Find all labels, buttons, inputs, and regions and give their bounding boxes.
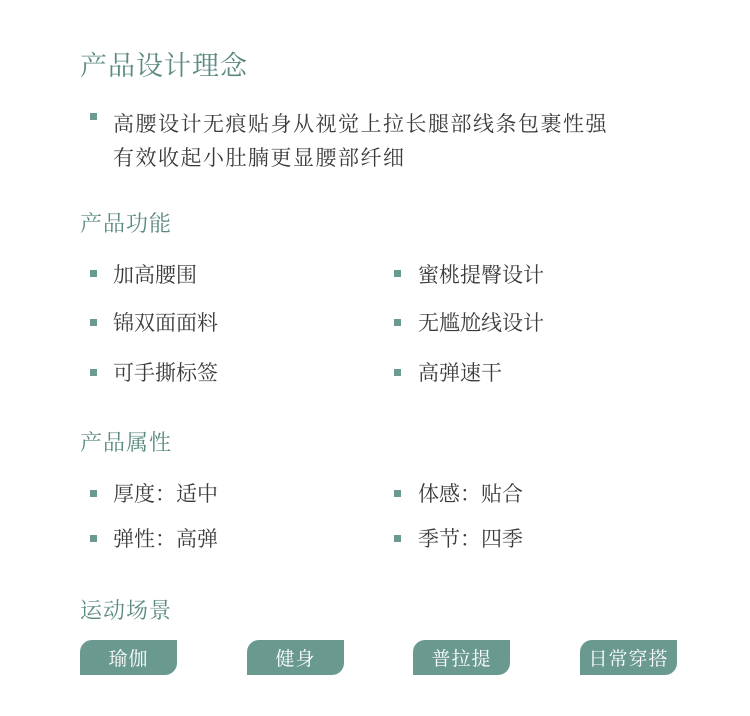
attributes-title: 产品属性 xyxy=(80,431,173,456)
features-title: 产品功能 xyxy=(80,212,173,237)
concept-title: 产品设计理念 xyxy=(80,51,248,82)
scene-tag-daily-wear: 日常穿搭 xyxy=(580,640,677,675)
scene-tag-fitness: 健身 xyxy=(247,640,344,675)
concept-line-2: 有效收起小肚腩更显腰部纤细 xyxy=(113,146,406,170)
bullet-icon xyxy=(90,490,97,497)
scene-tag-pilates: 普拉提 xyxy=(413,640,510,675)
bullet-icon xyxy=(90,319,97,326)
attribute-item: 厚度：适中 xyxy=(113,482,218,506)
concept-line-1: 高腰设计无痕贴身从视觉上拉长腿部线条包裹性强 xyxy=(113,112,608,136)
attribute-item: 弹性：高弹 xyxy=(113,527,218,551)
scene-tag-yoga: 瑜伽 xyxy=(80,640,177,675)
feature-item: 蜜桃提臀设计 xyxy=(418,263,544,287)
bullet-icon xyxy=(90,113,97,120)
bullet-icon xyxy=(90,369,97,376)
feature-item: 无尴尬线设计 xyxy=(418,311,544,335)
bullet-icon xyxy=(394,270,401,277)
feature-item: 可手撕标签 xyxy=(113,361,218,385)
bullet-icon xyxy=(394,369,401,376)
bullet-icon xyxy=(90,535,97,542)
concept-description xyxy=(113,107,693,175)
bullet-icon xyxy=(90,270,97,277)
feature-item: 高弹速干 xyxy=(418,361,502,385)
bullet-icon xyxy=(394,490,401,497)
attribute-item: 季节：四季 xyxy=(418,527,523,551)
scenes-title: 运动场景 xyxy=(80,599,173,624)
bullet-icon xyxy=(394,535,401,542)
feature-item: 锦双面面料 xyxy=(113,311,218,335)
feature-item: 加高腰围 xyxy=(113,263,197,287)
attribute-item: 体感：贴合 xyxy=(418,482,523,506)
bullet-icon xyxy=(394,319,401,326)
